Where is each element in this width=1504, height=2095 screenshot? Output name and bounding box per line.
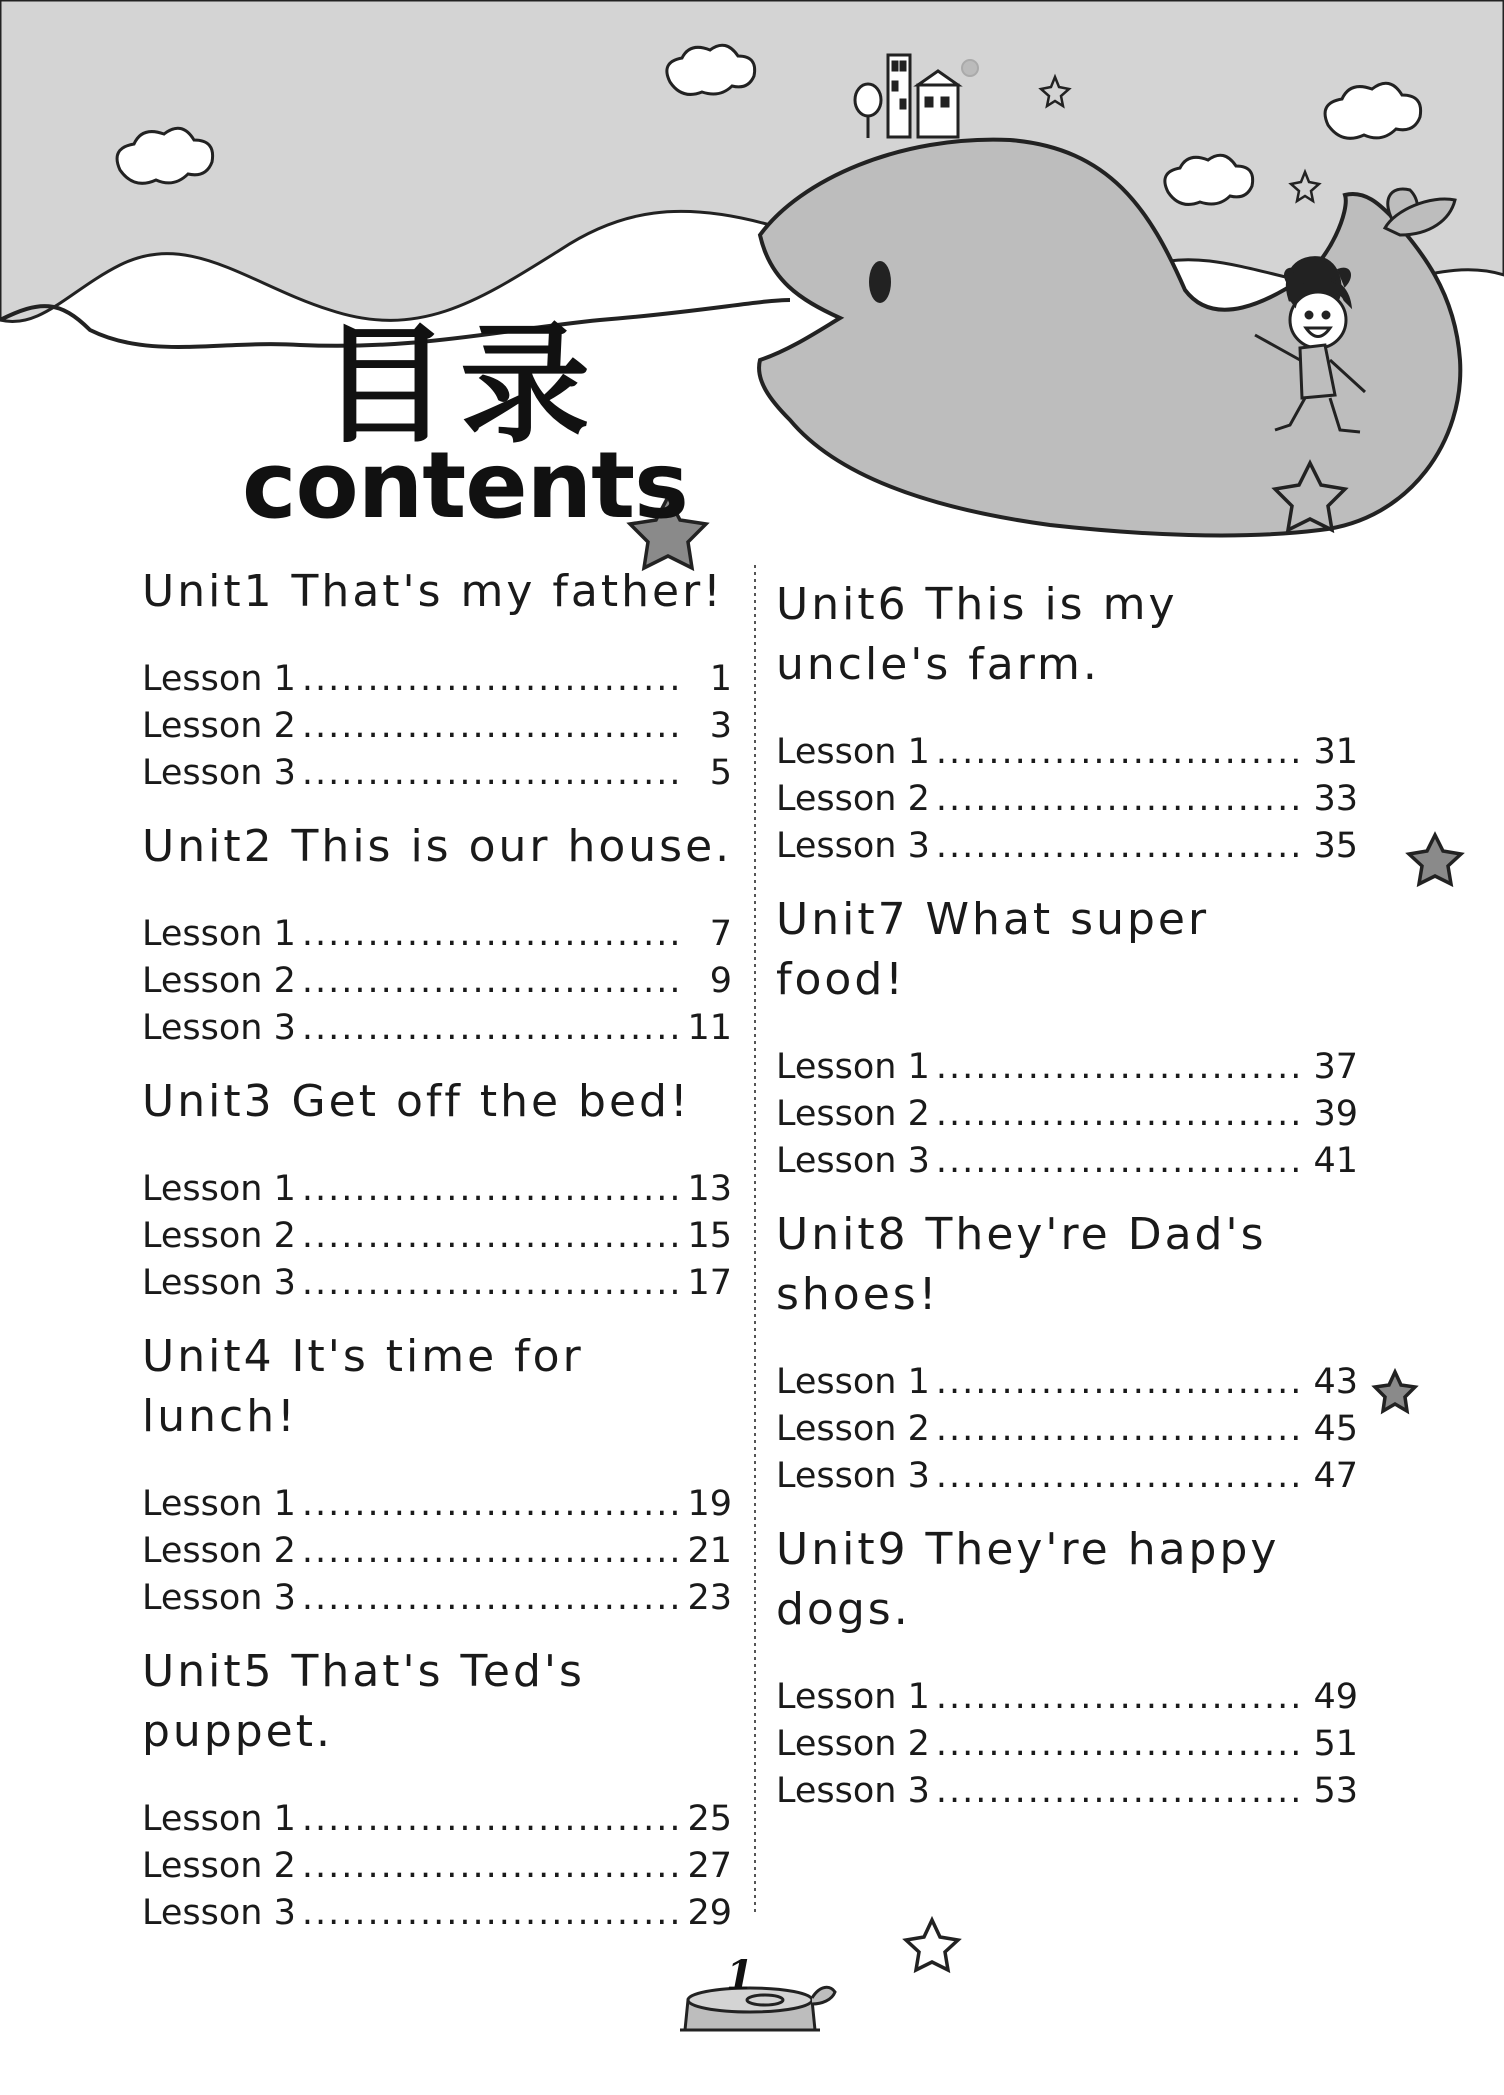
lesson-label: Lesson 3: [776, 1456, 930, 1496]
dot-leader: [936, 1674, 1308, 1721]
dot-leader: [302, 1166, 682, 1213]
lesson-entry[interactable]: [776, 1768, 1358, 1815]
lesson-page-number: 33: [1313, 779, 1358, 819]
lesson-entry[interactable]: [142, 1575, 732, 1622]
lesson-entry[interactable]: [142, 750, 732, 797]
lesson-entry[interactable]: [142, 958, 732, 1005]
dot-leader: [302, 656, 684, 703]
lesson-entry[interactable]: [776, 1453, 1358, 1500]
lesson-page-number: 17: [687, 1263, 732, 1303]
unit-title: Unit2 This is our house.: [142, 821, 733, 872]
dot-leader: [936, 1359, 1308, 1406]
dot-leader: [302, 1005, 682, 1052]
unit-section: [776, 1520, 1381, 1815]
lesson-page-number: 47: [1313, 1456, 1358, 1496]
toc-column-right: [776, 575, 1381, 1835]
lesson-page-number: 27: [687, 1846, 732, 1886]
lesson-page-number: 53: [1313, 1771, 1358, 1811]
lesson-label: Lesson 2: [142, 1846, 296, 1886]
dot-leader: [936, 1091, 1308, 1138]
lesson-label: Lesson 3: [142, 1263, 296, 1303]
lesson-label: Lesson 3: [142, 1578, 296, 1618]
dot-leader: [936, 1138, 1308, 1185]
lesson-entry[interactable]: [776, 1721, 1358, 1768]
dot-leader: [302, 1890, 682, 1937]
dot-leader: [936, 1044, 1308, 1091]
dot-leader: [302, 1481, 682, 1528]
lesson-label: Lesson 2: [142, 1531, 296, 1571]
dot-leader: [936, 1453, 1308, 1500]
unit-section: [142, 1072, 747, 1307]
lesson-page-number: 43: [1313, 1362, 1358, 1402]
lesson-page-number: 41: [1313, 1141, 1358, 1181]
dot-leader: [302, 1528, 682, 1575]
lesson-label: Lesson 1: [142, 1169, 296, 1209]
page-title-english: contents: [242, 432, 688, 539]
lesson-label: Lesson 3: [142, 1893, 296, 1933]
unit-section: [142, 817, 747, 1052]
lesson-entry[interactable]: [776, 1091, 1358, 1138]
unit-section: [142, 1642, 747, 1937]
lesson-entry[interactable]: [776, 1138, 1358, 1185]
star-icon: [1375, 1372, 1415, 1411]
dot-leader: [302, 703, 684, 750]
lesson-label: Lesson 3: [142, 753, 296, 793]
lesson-label: Lesson 3: [776, 826, 930, 866]
lesson-label: Lesson 1: [142, 659, 296, 699]
lesson-entry[interactable]: [142, 1890, 732, 1937]
unit-title: Unit6 This is my uncle's farm.: [776, 579, 1178, 690]
unit-title: Unit3 Get off the bed!: [142, 1076, 691, 1127]
lesson-label: Lesson 3: [142, 1008, 296, 1048]
lesson-page-number: 45: [1313, 1409, 1358, 1449]
lesson-page-number: 13: [687, 1169, 732, 1209]
dot-leader: [936, 1406, 1308, 1453]
dot-leader: [302, 958, 684, 1005]
unit-title: Unit4 It's time for lunch!: [142, 1331, 584, 1442]
lesson-label: Lesson 1: [142, 914, 296, 954]
dot-leader: [936, 729, 1308, 776]
lesson-label: Lesson 1: [776, 1362, 930, 1402]
lesson-entry[interactable]: [142, 1796, 732, 1843]
lesson-entry[interactable]: [776, 823, 1358, 870]
lesson-label: Lesson 2: [776, 1724, 930, 1764]
tree-stump-icon: [680, 1987, 835, 2030]
lesson-page-number: 21: [687, 1531, 732, 1571]
lesson-entry[interactable]: [142, 1843, 732, 1890]
lesson-entry[interactable]: [142, 1213, 732, 1260]
lesson-entry[interactable]: [776, 1674, 1358, 1721]
whale-icon: [759, 140, 1460, 536]
unit-title: Unit7 What super food!: [776, 894, 1210, 1005]
lesson-entry[interactable]: [776, 1406, 1358, 1453]
lesson-page-number: 7: [709, 914, 732, 954]
dot-leader: [936, 1721, 1308, 1768]
unit-section: [776, 890, 1381, 1185]
lesson-page-number: 29: [687, 1893, 732, 1933]
dot-leader: [302, 750, 684, 797]
lesson-label: Lesson 1: [776, 1677, 930, 1717]
lesson-label: Lesson 2: [776, 1094, 930, 1134]
page-number: 1: [726, 1952, 754, 1999]
dot-leader: [302, 1260, 682, 1307]
lesson-page-number: 19: [687, 1484, 732, 1524]
unit-title: Unit1 That's my father!: [142, 566, 724, 617]
dot-leader: [302, 911, 684, 958]
dot-leader: [302, 1213, 682, 1260]
lesson-entry[interactable]: [776, 1044, 1358, 1091]
lesson-page-number: 9: [709, 961, 732, 1001]
lesson-page-number: 51: [1313, 1724, 1358, 1764]
lesson-page-number: 39: [1313, 1094, 1358, 1134]
dot-leader: [302, 1843, 682, 1890]
dot-leader: [936, 776, 1308, 823]
lesson-entry[interactable]: [142, 703, 732, 750]
lesson-entry[interactable]: [142, 911, 732, 958]
dot-leader: [302, 1796, 682, 1843]
unit-section: [776, 575, 1381, 870]
star-icon: [1409, 835, 1461, 884]
toc-column-left: [142, 562, 747, 1957]
lesson-label: Lesson 1: [142, 1799, 296, 1839]
dot-leader: [936, 1768, 1308, 1815]
lesson-page-number: 1: [709, 659, 732, 699]
lesson-page-number: 15: [687, 1216, 732, 1256]
lesson-page-number: 35: [1313, 826, 1358, 866]
lesson-label: Lesson 3: [776, 1771, 930, 1811]
lesson-label: Lesson 3: [776, 1141, 930, 1181]
unit-title: Unit5 That's Ted's puppet.: [142, 1646, 585, 1757]
lesson-entry[interactable]: [142, 1005, 732, 1052]
dot-leader: [302, 1575, 682, 1622]
lesson-label: Lesson 2: [142, 961, 296, 1001]
unit-title: Unit9 They're happy dogs.: [776, 1524, 1280, 1635]
lesson-label: Lesson 2: [142, 706, 296, 746]
unit-title: Unit8 They're Dad's shoes!: [776, 1209, 1267, 1320]
page-title-chinese: 目录: [320, 309, 601, 461]
lesson-label: Lesson 1: [142, 1484, 296, 1524]
lesson-label: Lesson 2: [142, 1216, 296, 1256]
lesson-entry[interactable]: [142, 656, 732, 703]
lesson-entry[interactable]: [776, 776, 1358, 823]
lesson-page-number: 5: [709, 753, 732, 793]
lesson-entry[interactable]: [142, 1260, 732, 1307]
lesson-entry[interactable]: [142, 1528, 732, 1575]
lesson-entry[interactable]: [142, 1166, 732, 1213]
lesson-page-number: 23: [687, 1578, 732, 1618]
unit-section: [142, 562, 747, 797]
lesson-entry[interactable]: [142, 1481, 732, 1528]
lesson-page-number: 31: [1313, 732, 1358, 772]
lesson-page-number: 3: [709, 706, 732, 746]
lesson-label: Lesson 1: [776, 1047, 930, 1087]
unit-section: [142, 1327, 747, 1622]
wave-banner: [0, 0, 1504, 322]
star-icon: [906, 1920, 958, 1970]
dot-leader: [936, 823, 1308, 870]
lesson-entry[interactable]: [776, 729, 1358, 776]
lesson-page-number: 37: [1313, 1047, 1358, 1087]
lesson-label: Lesson 2: [776, 779, 930, 819]
lesson-page-number: 49: [1313, 1677, 1358, 1717]
lesson-page-number: 25: [687, 1799, 732, 1839]
lesson-label: Lesson 1: [776, 732, 930, 772]
lesson-page-number: 11: [687, 1008, 732, 1048]
unit-section: [776, 1205, 1381, 1500]
lesson-label: Lesson 2: [776, 1409, 930, 1449]
lesson-entry[interactable]: [776, 1359, 1358, 1406]
